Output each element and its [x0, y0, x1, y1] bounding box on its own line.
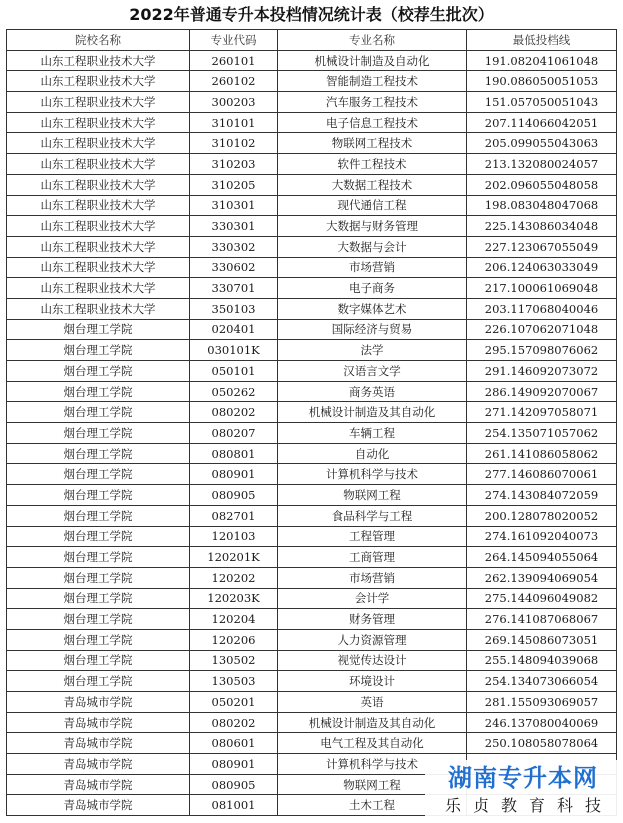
cell-major-code: 080202	[190, 712, 278, 733]
cell-major-code: 330602	[190, 257, 278, 278]
table-row	[7, 547, 617, 568]
cell-major-code: 050101	[190, 361, 278, 382]
header-major-code: 专业代码	[190, 30, 278, 51]
cell-min-score: 213.132080024057	[467, 154, 617, 175]
cell-major-name: 机械设计制造及自动化	[278, 50, 467, 71]
cell-school: 烟台理工学院	[7, 485, 190, 506]
cell-school: 烟台理工学院	[7, 340, 190, 361]
table-body	[7, 50, 617, 815]
cell-major-code: 080905	[190, 774, 278, 795]
cell-major-code: 130502	[190, 650, 278, 671]
cell-school: 烟台理工学院	[7, 319, 190, 340]
cell-school: 烟台理工学院	[7, 650, 190, 671]
cell-min-score: 274.143084072059	[467, 485, 617, 506]
table-row	[7, 733, 617, 754]
table-row	[7, 712, 617, 733]
watermark-main-text: 湖南专升本网	[448, 764, 598, 792]
table-row	[7, 236, 617, 257]
header-school: 院校名称	[7, 30, 190, 51]
cell-major-name: 财务管理	[278, 609, 467, 630]
cell-min-score: 217.100061069048	[467, 278, 617, 299]
cell-major-name: 电子信息工程技术	[278, 112, 467, 133]
admission-table	[6, 29, 617, 816]
cell-school: 青岛城市学院	[7, 795, 190, 816]
cell-major-code: 120201K	[190, 547, 278, 568]
cell-school: 山东工程职业技术大学	[7, 112, 190, 133]
cell-school: 山东工程职业技术大学	[7, 216, 190, 237]
watermark-sub-text: 乐贞教育科技	[444, 796, 613, 815]
cell-major-name: 英语	[278, 692, 467, 713]
cell-major-name: 电气工程及其自动化	[278, 733, 467, 754]
cell-min-score: 271.142097058071	[467, 402, 617, 423]
cell-school: 烟台理工学院	[7, 526, 190, 547]
cell-major-name: 国际经济与贸易	[278, 319, 467, 340]
cell-major-code: 330301	[190, 216, 278, 237]
table-row	[7, 629, 617, 650]
cell-school: 烟台理工学院	[7, 547, 190, 568]
cell-min-score: 264.145094055064	[467, 547, 617, 568]
table-row	[7, 609, 617, 630]
cell-school: 山东工程职业技术大学	[7, 278, 190, 299]
cell-min-score: 255.148094039068	[467, 650, 617, 671]
cell-major-name: 物联网工程	[278, 774, 467, 795]
cell-major-name: 自动化	[278, 443, 467, 464]
cell-major-code: 020401	[190, 319, 278, 340]
cell-min-score: 262.139094069054	[467, 567, 617, 588]
cell-major-code: 130503	[190, 671, 278, 692]
cell-school: 山东工程职业技术大学	[7, 298, 190, 319]
cell-major-code: 080905	[190, 485, 278, 506]
cell-school: 烟台理工学院	[7, 443, 190, 464]
cell-major-name: 人力资源管理	[278, 629, 467, 650]
cell-school: 烟台理工学院	[7, 361, 190, 382]
cell-min-score: 261.141086058062	[467, 443, 617, 464]
table-row	[7, 195, 617, 216]
table-row	[7, 671, 617, 692]
cell-major-name: 软件工程技术	[278, 154, 467, 175]
cell-major-name: 大数据与会计	[278, 236, 467, 257]
header-major-name: 专业名称	[278, 30, 467, 51]
cell-min-score: 206.124063033049	[467, 257, 617, 278]
cell-major-code: 080207	[190, 423, 278, 444]
cell-major-code: 080801	[190, 443, 278, 464]
table-row	[7, 402, 617, 423]
cell-major-code: 260101	[190, 50, 278, 71]
cell-major-name: 工程管理	[278, 526, 467, 547]
header-min-score: 最低投档线	[467, 30, 617, 51]
cell-school: 青岛城市学院	[7, 712, 190, 733]
cell-major-code: 120204	[190, 609, 278, 630]
cell-min-score: 205.099055043063	[467, 133, 617, 154]
cell-min-score: 274.161092040073	[467, 526, 617, 547]
cell-major-name: 车辆工程	[278, 423, 467, 444]
cell-major-name: 汽车服务工程技术	[278, 92, 467, 113]
cell-min-score: 246.137080040069	[467, 712, 617, 733]
cell-min-score: 202.096055048058	[467, 174, 617, 195]
cell-major-code: 330302	[190, 236, 278, 257]
table-row	[7, 588, 617, 609]
cell-major-code: 050201	[190, 692, 278, 713]
cell-min-score: 190.086050051053	[467, 71, 617, 92]
cell-major-code: 350103	[190, 298, 278, 319]
table-row	[7, 298, 617, 319]
cell-min-score: 191.082041061048	[467, 50, 617, 71]
cell-school: 山东工程职业技术大学	[7, 174, 190, 195]
cell-school: 烟台理工学院	[7, 609, 190, 630]
cell-min-score: 276.141087068067	[467, 609, 617, 630]
cell-school: 山东工程职业技术大学	[7, 71, 190, 92]
cell-min-score: 281.155093069057	[467, 692, 617, 713]
cell-major-code: 080601	[190, 733, 278, 754]
cell-school: 烟台理工学院	[7, 381, 190, 402]
table-row	[7, 340, 617, 361]
cell-major-code: 050262	[190, 381, 278, 402]
cell-major-code: 082701	[190, 505, 278, 526]
cell-major-name: 计算机科学与技术	[278, 464, 467, 485]
cell-school: 烟台理工学院	[7, 505, 190, 526]
cell-school: 青岛城市学院	[7, 733, 190, 754]
cell-min-score: 286.149092070067	[467, 381, 617, 402]
cell-min-score: 254.135071057062	[467, 423, 617, 444]
page-title: 2022年普通专升本投档情况统计表（校荐生批次）	[129, 5, 494, 24]
cell-min-score: 295.157098076062	[467, 340, 617, 361]
cell-major-code: 030101K	[190, 340, 278, 361]
table-row	[7, 381, 617, 402]
cell-major-code: 081001	[190, 795, 278, 816]
table-row	[7, 92, 617, 113]
cell-major-code: 300203	[190, 92, 278, 113]
cell-school: 青岛城市学院	[7, 692, 190, 713]
cell-major-code: 080202	[190, 402, 278, 423]
table-row	[7, 112, 617, 133]
cell-major-name: 汉语言文学	[278, 361, 467, 382]
cell-major-code: 310301	[190, 195, 278, 216]
cell-major-code: 120206	[190, 629, 278, 650]
table-row	[7, 278, 617, 299]
cell-major-code: 310101	[190, 112, 278, 133]
cell-min-score: 269.145086073051	[467, 629, 617, 650]
cell-major-name: 物联网工程	[278, 485, 467, 506]
cell-school: 山东工程职业技术大学	[7, 195, 190, 216]
table-row	[7, 443, 617, 464]
table-row	[7, 505, 617, 526]
cell-min-score: 200.128078020052	[467, 505, 617, 526]
table-row	[7, 50, 617, 71]
cell-major-name: 大数据与财务管理	[278, 216, 467, 237]
cell-min-score: 151.057050051043	[467, 92, 617, 113]
cell-major-name: 智能制造工程技术	[278, 71, 467, 92]
table-row	[7, 464, 617, 485]
cell-major-name: 大数据工程技术	[278, 174, 467, 195]
table-row	[7, 423, 617, 444]
table-row	[7, 216, 617, 237]
cell-major-name: 市场营销	[278, 567, 467, 588]
table-row	[7, 257, 617, 278]
cell-school: 山东工程职业技术大学	[7, 236, 190, 257]
cell-major-name: 土木工程	[278, 795, 467, 816]
cell-school: 青岛城市学院	[7, 774, 190, 795]
cell-school: 青岛城市学院	[7, 754, 190, 775]
table-row	[7, 526, 617, 547]
cell-min-score: 198.083048047068	[467, 195, 617, 216]
cell-school: 烟台理工学院	[7, 588, 190, 609]
cell-major-code: 080901	[190, 754, 278, 775]
cell-min-score: 291.146092073072	[467, 361, 617, 382]
table-row	[7, 133, 617, 154]
cell-major-code: 080901	[190, 464, 278, 485]
cell-major-name: 商务英语	[278, 381, 467, 402]
cell-min-score: 207.114066042051	[467, 112, 617, 133]
table-row	[7, 567, 617, 588]
cell-major-code: 120203K	[190, 588, 278, 609]
table-header-row	[7, 30, 617, 51]
cell-major-name: 数字媒体艺术	[278, 298, 467, 319]
cell-major-code: 310102	[190, 133, 278, 154]
cell-min-score: 250.108058078064	[467, 733, 617, 754]
cell-major-name: 电子商务	[278, 278, 467, 299]
cell-school: 山东工程职业技术大学	[7, 92, 190, 113]
cell-major-name: 机械设计制造及其自动化	[278, 402, 467, 423]
cell-school: 烟台理工学院	[7, 402, 190, 423]
table-row	[7, 650, 617, 671]
cell-school: 烟台理工学院	[7, 629, 190, 650]
cell-major-name: 视觉传达设计	[278, 650, 467, 671]
cell-major-name: 物联网工程技术	[278, 133, 467, 154]
cell-school: 烟台理工学院	[7, 464, 190, 485]
cell-min-score: 254.134073066054	[467, 671, 617, 692]
cell-major-name: 机械设计制造及其自动化	[278, 712, 467, 733]
cell-school: 山东工程职业技术大学	[7, 50, 190, 71]
cell-school: 烟台理工学院	[7, 671, 190, 692]
watermark-logo	[425, 760, 621, 822]
cell-school: 山东工程职业技术大学	[7, 257, 190, 278]
cell-major-code: 260102	[190, 71, 278, 92]
cell-min-score: 227.123067055049	[467, 236, 617, 257]
table-row	[7, 361, 617, 382]
cell-school: 山东工程职业技术大学	[7, 133, 190, 154]
cell-major-code: 310205	[190, 174, 278, 195]
table-row	[7, 174, 617, 195]
table-row	[7, 319, 617, 340]
cell-school: 烟台理工学院	[7, 423, 190, 444]
table-row	[7, 485, 617, 506]
cell-min-score: 225.143086034048	[467, 216, 617, 237]
cell-major-name: 食品科学与工程	[278, 505, 467, 526]
cell-school: 烟台理工学院	[7, 567, 190, 588]
cell-major-name: 现代通信工程	[278, 195, 467, 216]
cell-major-name: 市场营销	[278, 257, 467, 278]
cell-min-score: 226.107062071048	[467, 319, 617, 340]
cell-major-name: 工商管理	[278, 547, 467, 568]
cell-major-code: 120202	[190, 567, 278, 588]
cell-major-name: 会计学	[278, 588, 467, 609]
cell-major-name: 计算机科学与技术	[278, 754, 467, 775]
cell-min-score: 203.117068040046	[467, 298, 617, 319]
cell-min-score: 277.146086070061	[467, 464, 617, 485]
cell-major-code: 330701	[190, 278, 278, 299]
cell-min-score: 275.144096049082	[467, 588, 617, 609]
cell-major-code: 120103	[190, 526, 278, 547]
cell-school: 山东工程职业技术大学	[7, 154, 190, 175]
table-row	[7, 692, 617, 713]
table-row	[7, 154, 617, 175]
cell-major-name: 法学	[278, 340, 467, 361]
table-row	[7, 71, 617, 92]
cell-major-name: 环境设计	[278, 671, 467, 692]
cell-major-code: 310203	[190, 154, 278, 175]
